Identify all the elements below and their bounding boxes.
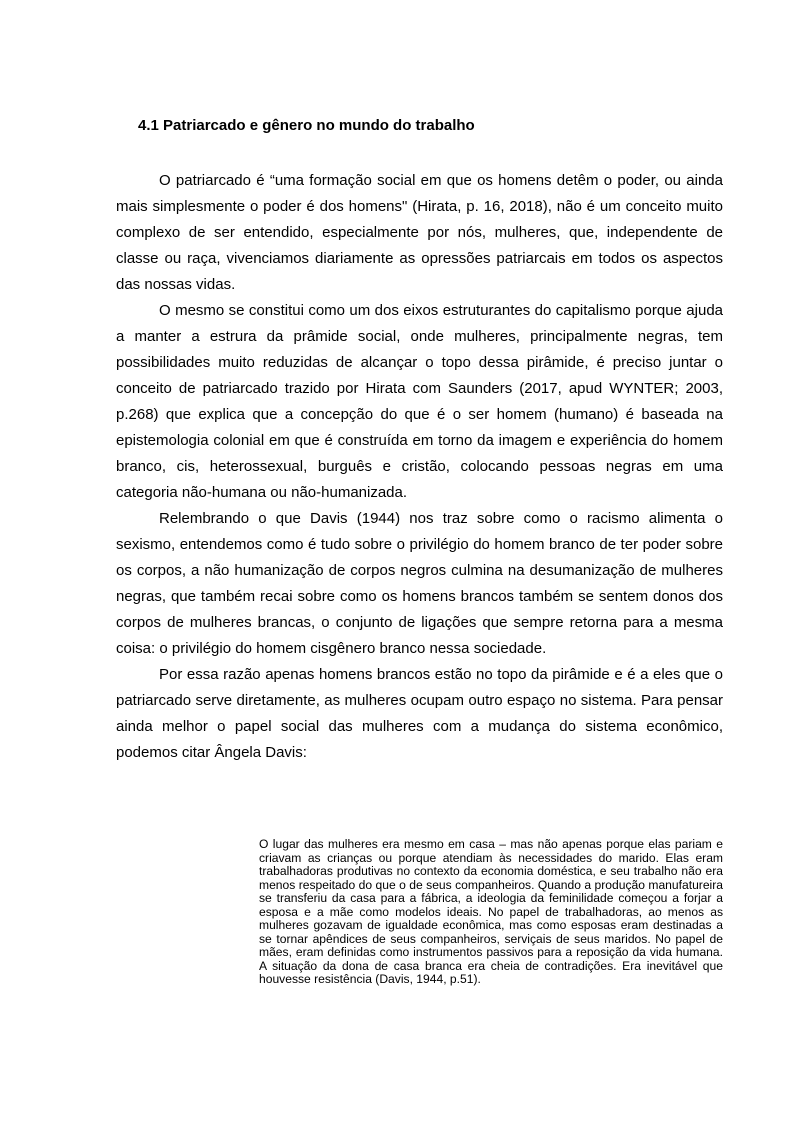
paragraph-racismo-sexismo: Relembrando o que Davis (1944) nos traz sobre como o racismo alimenta o sexismo, entendemos como é tudo sobre o privilégio do homem branco de ter poder sobre os corpos, a não humanização de corpos negros culmina na desumanização de mulheres negras, que também recai sobre como os homens brancos também se sentem donos dos corpos de mulheres brancas, o conjunto de ligações que sempre retorna para a mesma coisa: o privilégio do homem cisgênero branco nessa sociedade.: [116, 510, 723, 657]
paragraph-eixos-capitalismo: O mesmo se constitui como um dos eixos estruturantes do capitalismo porque ajuda a manter a estrura da prâmide social, onde mulheres, principalmente negras, tem possibilidades muito reduzidas de alcançar o topo dessa pirâmide, é preciso juntar o conceito de patriarcado trazido por Hirata com Saunders (2017, apud WYNTER; 2003, p.268) que explica que a concepção do que é o ser homem (humano) é baseada na epistemologia colonial em que é construída em torno da imagem e experiência do homem branco, cis, heterossexual, burguês e cristão, colocando pessoas negras em uma categoria não-humana ou não-humanizada.: [116, 302, 723, 501]
paragraph-patriarcado-definicao: O patriarcado é “uma formação social em que os homens detêm o poder, ou ainda mais simplesmente o poder é dos homens" (Hirata, p. 16, 2018), não é um conceito muito complexo de ser entendido, especialmente por nós, mulheres, que, independente de classe ou raça, vivenciamos diariamente as opressões patriarcais em todos os aspectos das nossas vidas.: [116, 172, 723, 293]
body-text: [116, 168, 723, 766]
block-quote-davis: O lugar das mulheres era mesmo em casa – mas não apenas porque elas pariam e criavam as crianças ou porque atendiam às necessidades do marido. Elas eram trabalhadoras produtivas no contexto da economia doméstica, e seu trabalho não era menos respeitado do que o de seus companheiros. Quando a produção manufatureira se transferiu da casa para a fábrica, a ideologia da feminilidade começou a forjar a esposa e a mãe como modelos ideais. No papel de trabalhadoras, ao menos as mulheres gozavam de igualdade econômica, mas como esposas eram destinadas a se tornar apêndices de seus companheiros, serviçais de seus maridos. No papel de mães, eram definidas como instrumentos passivos para a reposição da vida humana. A situação da dona de casa branca era cheia de contradições. Era inevitável que houvesse resistência (Davis, 1944, p.51).: [259, 837, 723, 987]
paragraph-topo-piramide: Por essa razão apenas homens brancos estão no topo da pirâmide e é a eles que o patriarcado serve diretamente, as mulheres ocupam outro espaço no sistema. Para pensar ainda melhor o papel social das mulheres com a mudança do sistema econômico, podemos citar Ângela Davis:: [116, 666, 723, 761]
section-title: 4.1 Patriarcado e gênero no mundo do trabalho: [138, 117, 475, 134]
